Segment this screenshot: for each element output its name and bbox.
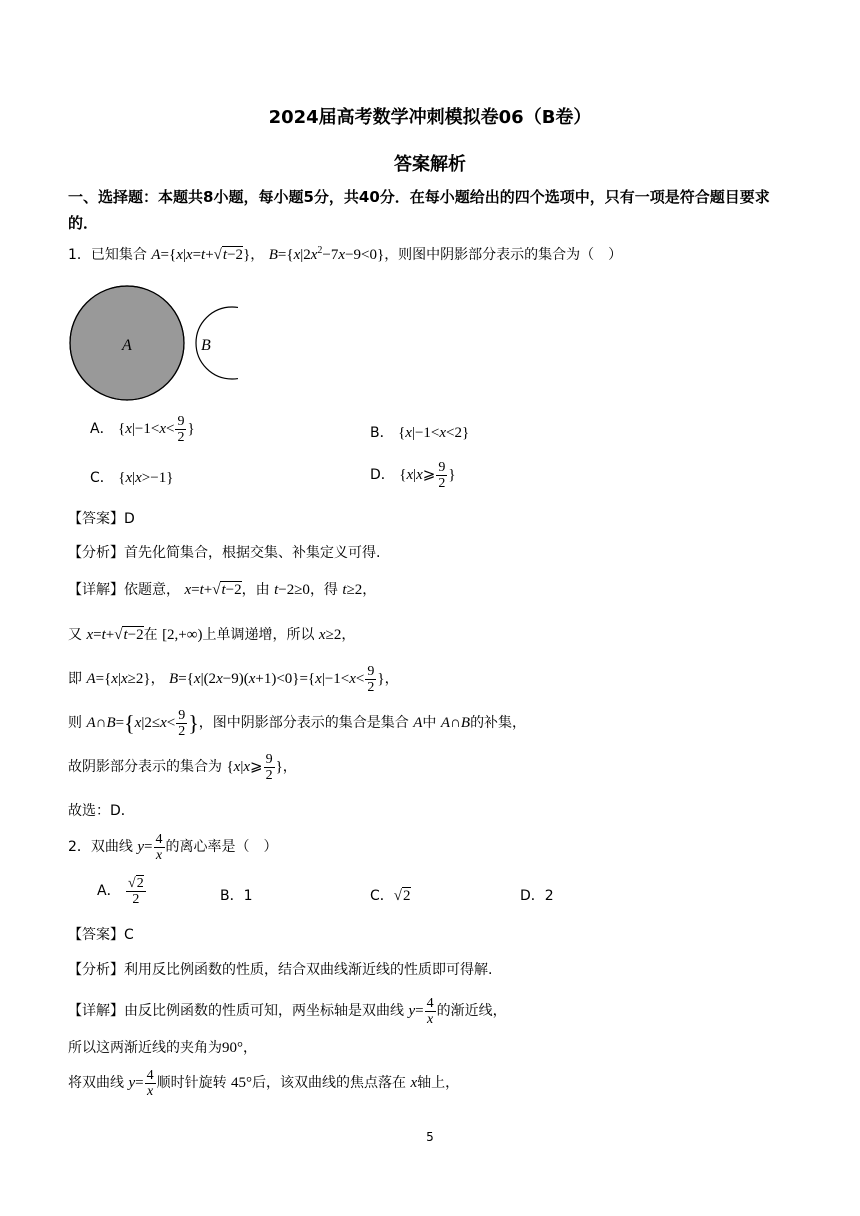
q1-detail-line-3: 即 A={x|x≥2}， B={x|(2x−9)(x+1)<0}={x|−1<x< $\frac{9}{2}$ }， — [68, 664, 399, 695]
venn-label-b: B — [201, 337, 211, 354]
section-heading: 一、选择题：本题共8小题，每小题5分，共40分．在每小题给出的四个选项中，只有一项是符合题目要求的． — [68, 188, 770, 232]
q1-detail-line-5: 故阴影部分表示的集合为 {x|x⩾ $\frac{9}{2}$ }， — [68, 752, 297, 783]
q2-option-a[interactable]: A． $\frac{√2}{2}$ — [97, 876, 144, 907]
q1-option-b[interactable]: B． {x|−1<x<2} — [370, 425, 470, 441]
q1-detail-line-2: 又 x=t+√t−2在 [2,+∞)上单调递增，所以 x≥2， — [68, 627, 356, 643]
q2-detail-line-1: 【详解】由反比例函数的性质可知，两坐标轴是双曲线 y= $\frac{4}{x}$ 的渐近线， — [68, 996, 507, 1027]
q2-option-b[interactable]: B．1 — [220, 888, 253, 904]
q2-detail-line-3: 将双曲线 y= $\frac{4}{x}$ 顺时针旋转 45°后，该双曲线的焦点落在 x轴上， — [68, 1068, 460, 1099]
q2-analysis: 【分析】利用反比例函数的性质，结合双曲线渐近线的性质即可得解. — [68, 962, 493, 978]
venn-diagram — [68, 280, 238, 410]
q1-detail-line-1: 【详解】依题意， x=t+√t−2，由 t−2≥0，得 t≥2， — [68, 582, 377, 598]
q1-stem: 1．已知集合 A={x|x=t+√t−2}， $B=\{x|2x^2-7x-9<0\}$，则图中阴影部分表示的集合为（ ） — [68, 245, 623, 263]
q2-answer: 【答案】C — [68, 927, 134, 943]
q2-detail-line-2: 所以这两渐近线的夹角为90°， — [68, 1040, 257, 1056]
page-subtitle: 答案解析 — [394, 154, 466, 175]
q1-option-a[interactable]: A． {x|−1<x< $\frac{9}{2}$ } — [90, 414, 195, 445]
q2-option-c[interactable]: C．√2 — [370, 888, 411, 904]
q2-stem: 2．双曲线 y= $\frac{4}{x}$ 的离心率是（ ） — [68, 832, 278, 863]
q1-detail-line-4: 则 A∩B={x|2≤x< $\frac{9}{2}$ }，图中阴影部分表示的集合是集合 A中 A∩B的补集， — [68, 708, 527, 739]
q1-option-d[interactable]: D． {x|x⩾ $\frac{9}{2}$ } — [370, 460, 456, 491]
q2-option-d[interactable]: D．2 — [520, 888, 554, 904]
page-number: 5 — [426, 1130, 434, 1144]
q1-analysis: 【分析】首先化简集合，根据交集、补集定义可得. — [68, 545, 381, 561]
q1-answer: 【答案】D — [68, 511, 135, 527]
venn-label-a: A — [122, 337, 132, 354]
q1-option-c[interactable]: C． {x|x>−1} — [90, 470, 174, 486]
q1-conclusion: 故选：D． — [68, 803, 135, 819]
page-title: 2024届高考数学冲刺模拟卷06（B卷） — [268, 107, 592, 128]
